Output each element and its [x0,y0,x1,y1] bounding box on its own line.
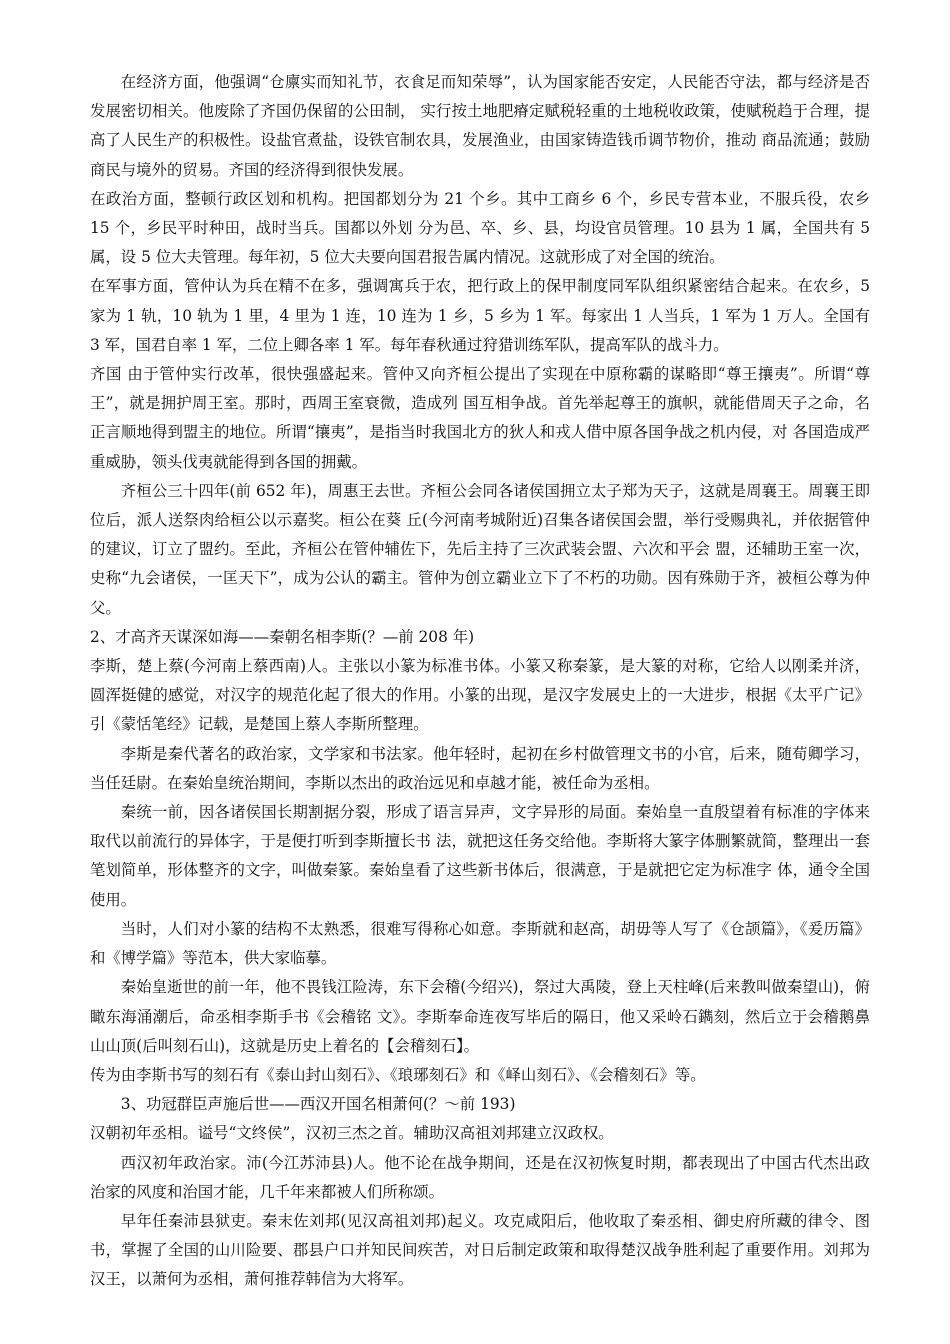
paragraph-xiao-he-intro: 汉朝初年丞相。谥号“文终侯”，汉初三杰之首。辅助汉高祖刘邦建立汉政权。 [90,1124,614,1143]
paragraph-qin-script-unification: 秦统一前，因各诸侯国长期割据分裂，形成了语言异声，文字异形的局面。秦始皇一直殷望着有标准的字体来取代以前流行的异体字，于是便打听到李斯擅长书 法，就把这任务交给他。李斯将大篆字体删繁就简，整理出一套笔划简单，形体整齐的文字，叫做秦篆。秦始皇看了这些新书体后，很满意，于是就把它定为标准字 体，通令全国使用。 [90,803,870,909]
document-page [90,68,870,1295]
paragraph-zunwang-rangyi: 齐国 由于管仲实行改革，很快强盛起来。管仲又向齐桓公提出了实现在中原称霸的谋略即“尊王攘夷”。所谓“尊王”，就是拥护周王室。那时，西周王室衰微，造成列 国互相争战。首先举起尊王的旗帜，就能借周天子之命，名正言顺地得到盟主的地位。所谓“攘夷”，是指当时我国北方的狄人和戎人借中原各国争战之机内侵，对 各国造成严重威胁，领头伐夷就能得到各国的拥戴。 [90,365,870,471]
paragraph-economy: 在经济方面，他强调“仓廪实而知礼节，衣食足而知荣辱”，认为国家能否安定，人民能否守法，都与经济是否发展密切相关。他废除了齐国仍保留的公田制， 实行按土地肥瘠定赋税轻重的土地税收政策，使赋税趋于合理，提高了人民生产的积极性。设盐官煮盐，设铁官制农具，发展渔业，由国家铸造钱币调节物价，推动 商品流通；鼓励商民与境外的贸易。齐国的经济得到很快发展。 [90,73,870,179]
paragraph-xiaozhuan-models: 当时，人们对小篆的结构不太熟悉，很难写得称心如意。李斯就和赵高，胡毋等人写了《仓颉篇》，《爰历篇》和《博学篇》等范本，供大家临摹。 [90,919,870,968]
paragraph-xiao-he-early-career: 早年任秦沛县狱吏。秦末佐刘邦(见汉高祖刘邦)起义。攻克咸阳后，他收取了秦丞相、御史府所藏的律令、图书，掌握了全国的山川险要、郡县户口并知民间疾苦，对日后制定政策和取得楚汉战争胜利起了重要作用。刘邦为汉王，以萧何为丞相，萧何推荐韩信为大将军。 [90,1211,870,1289]
paragraph-huan-gong-hegemony: 齐桓公三十四年(前 652 年)，周惠王去世。齐桓公会同各诸侯国拥立太子郑为天子，这就是周襄王。周襄王即位后，派人送祭肉给桓公以示嘉奖。桓公在葵 丘(今河南考城附近)召集各诸侯国会盟，举行受赐典礼，并依据管仲的建议，订立了盟约。至此，齐桓公在管仲辅佐下，先后主持了三次武装会盟、六次和平会 盟，还辅助王室一次，史称“九会诸侯，一匡天下”，成为公认的霸主。管仲为创立霸业立下了不朽的功勋。因有殊勋于齐，被桓公尊为仲父。 [90,481,870,617]
paragraph-kuaiji-inscription: 秦始皇逝世的前一年，他不畏钱江险涛，东下会稽(今绍兴)，祭过大禹陵，登上天柱峰(后来教叫做秦望山)，俯瞰东海涌潮后，命丞相李斯手书《会稽铭 文》。李斯奉命连夜写毕后的隔日，他又采岭石鐫刻，然后立于会稽鹅鼻山山顶(后叫刻石山)，这就是历史上着名的【会稽刻石】。 [90,978,870,1055]
section-heading-xiao-he: 3、功冠群臣声施后世——西汉开国名相萧何(？～前 193) [120,1095,516,1114]
section-heading-li-si: 2、才高齐天谋深如海——秦朝名相李斯(？—前 208 年) [90,627,475,646]
paragraph-li-si-steles: 传为由李斯书写的刻石有《泰山封山刻石》、《琅琊刻石》和《峄山刻石》、《会稽刻石》等。 [90,1065,706,1084]
paragraph-politics: 在政治方面，整顿行政区划和机构。把国都划分为 21 个乡。其中工商乡 6 个，乡民专营本业，不服兵役，农乡 15 个，乡民平时种田，战时当兵。国都以外划 分为邑、卒、乡、县，均设官员管理。10 县为 1 属，全国共有 5 属，设 5 位大夫管理。每年初，5 位大夫要向国君报告属内情况。这就形成了对全国的统治。 [90,189,870,267]
paragraph-li-si-career: 李斯是秦代著名的政治家，文学家和书法家。他年轻时，起初在乡村做管理文书的小官，后来，随荀卿学习，当任廷尉。在秦始皇统治期间，李斯以杰出的政治远见和卓越才能，被任命为丞相。 [90,744,870,792]
paragraph-li-si-intro: 李斯，楚上蔡(今河南上蔡西南)人。主张以小篆为标准书体。小篆又称秦篆，是大篆的对称，它给人以刚柔并济，圆浑挺健的感觉，对汉字的规范化起了很大的作用。小篆的出现，是汉字发展史上的一大进步，根据《太平广记》引《蒙恬笔经》记载，是楚国上蔡人李斯所整理。 [90,657,870,734]
paragraph-military: 在军事方面，管仲认为兵在精不在多，强调寓兵于农，把行政上的保甲制度同军队组织紧密结合起来。在农乡，5 家为 1 轨，10 轨为 1 里，4 里为 1 连，10 连为 1 乡，5 乡为 1 军。每家出 1 人当兵，1 军为 1 万人。全国有 3 军，国君自率 1 军，二位上卿各率 1 军。每年春秋通过狩猎训练军队，提高军队的战斗力。 [90,277,870,354]
paragraph-xiao-he-statesman: 西汉初年政治家。沛(今江苏沛县)人。他不论在战争期间，还是在汉初恢复时期，都表现出了中国古代杰出政治家的风度和治国才能，几千年来都被人们所称颂。 [90,1153,870,1201]
